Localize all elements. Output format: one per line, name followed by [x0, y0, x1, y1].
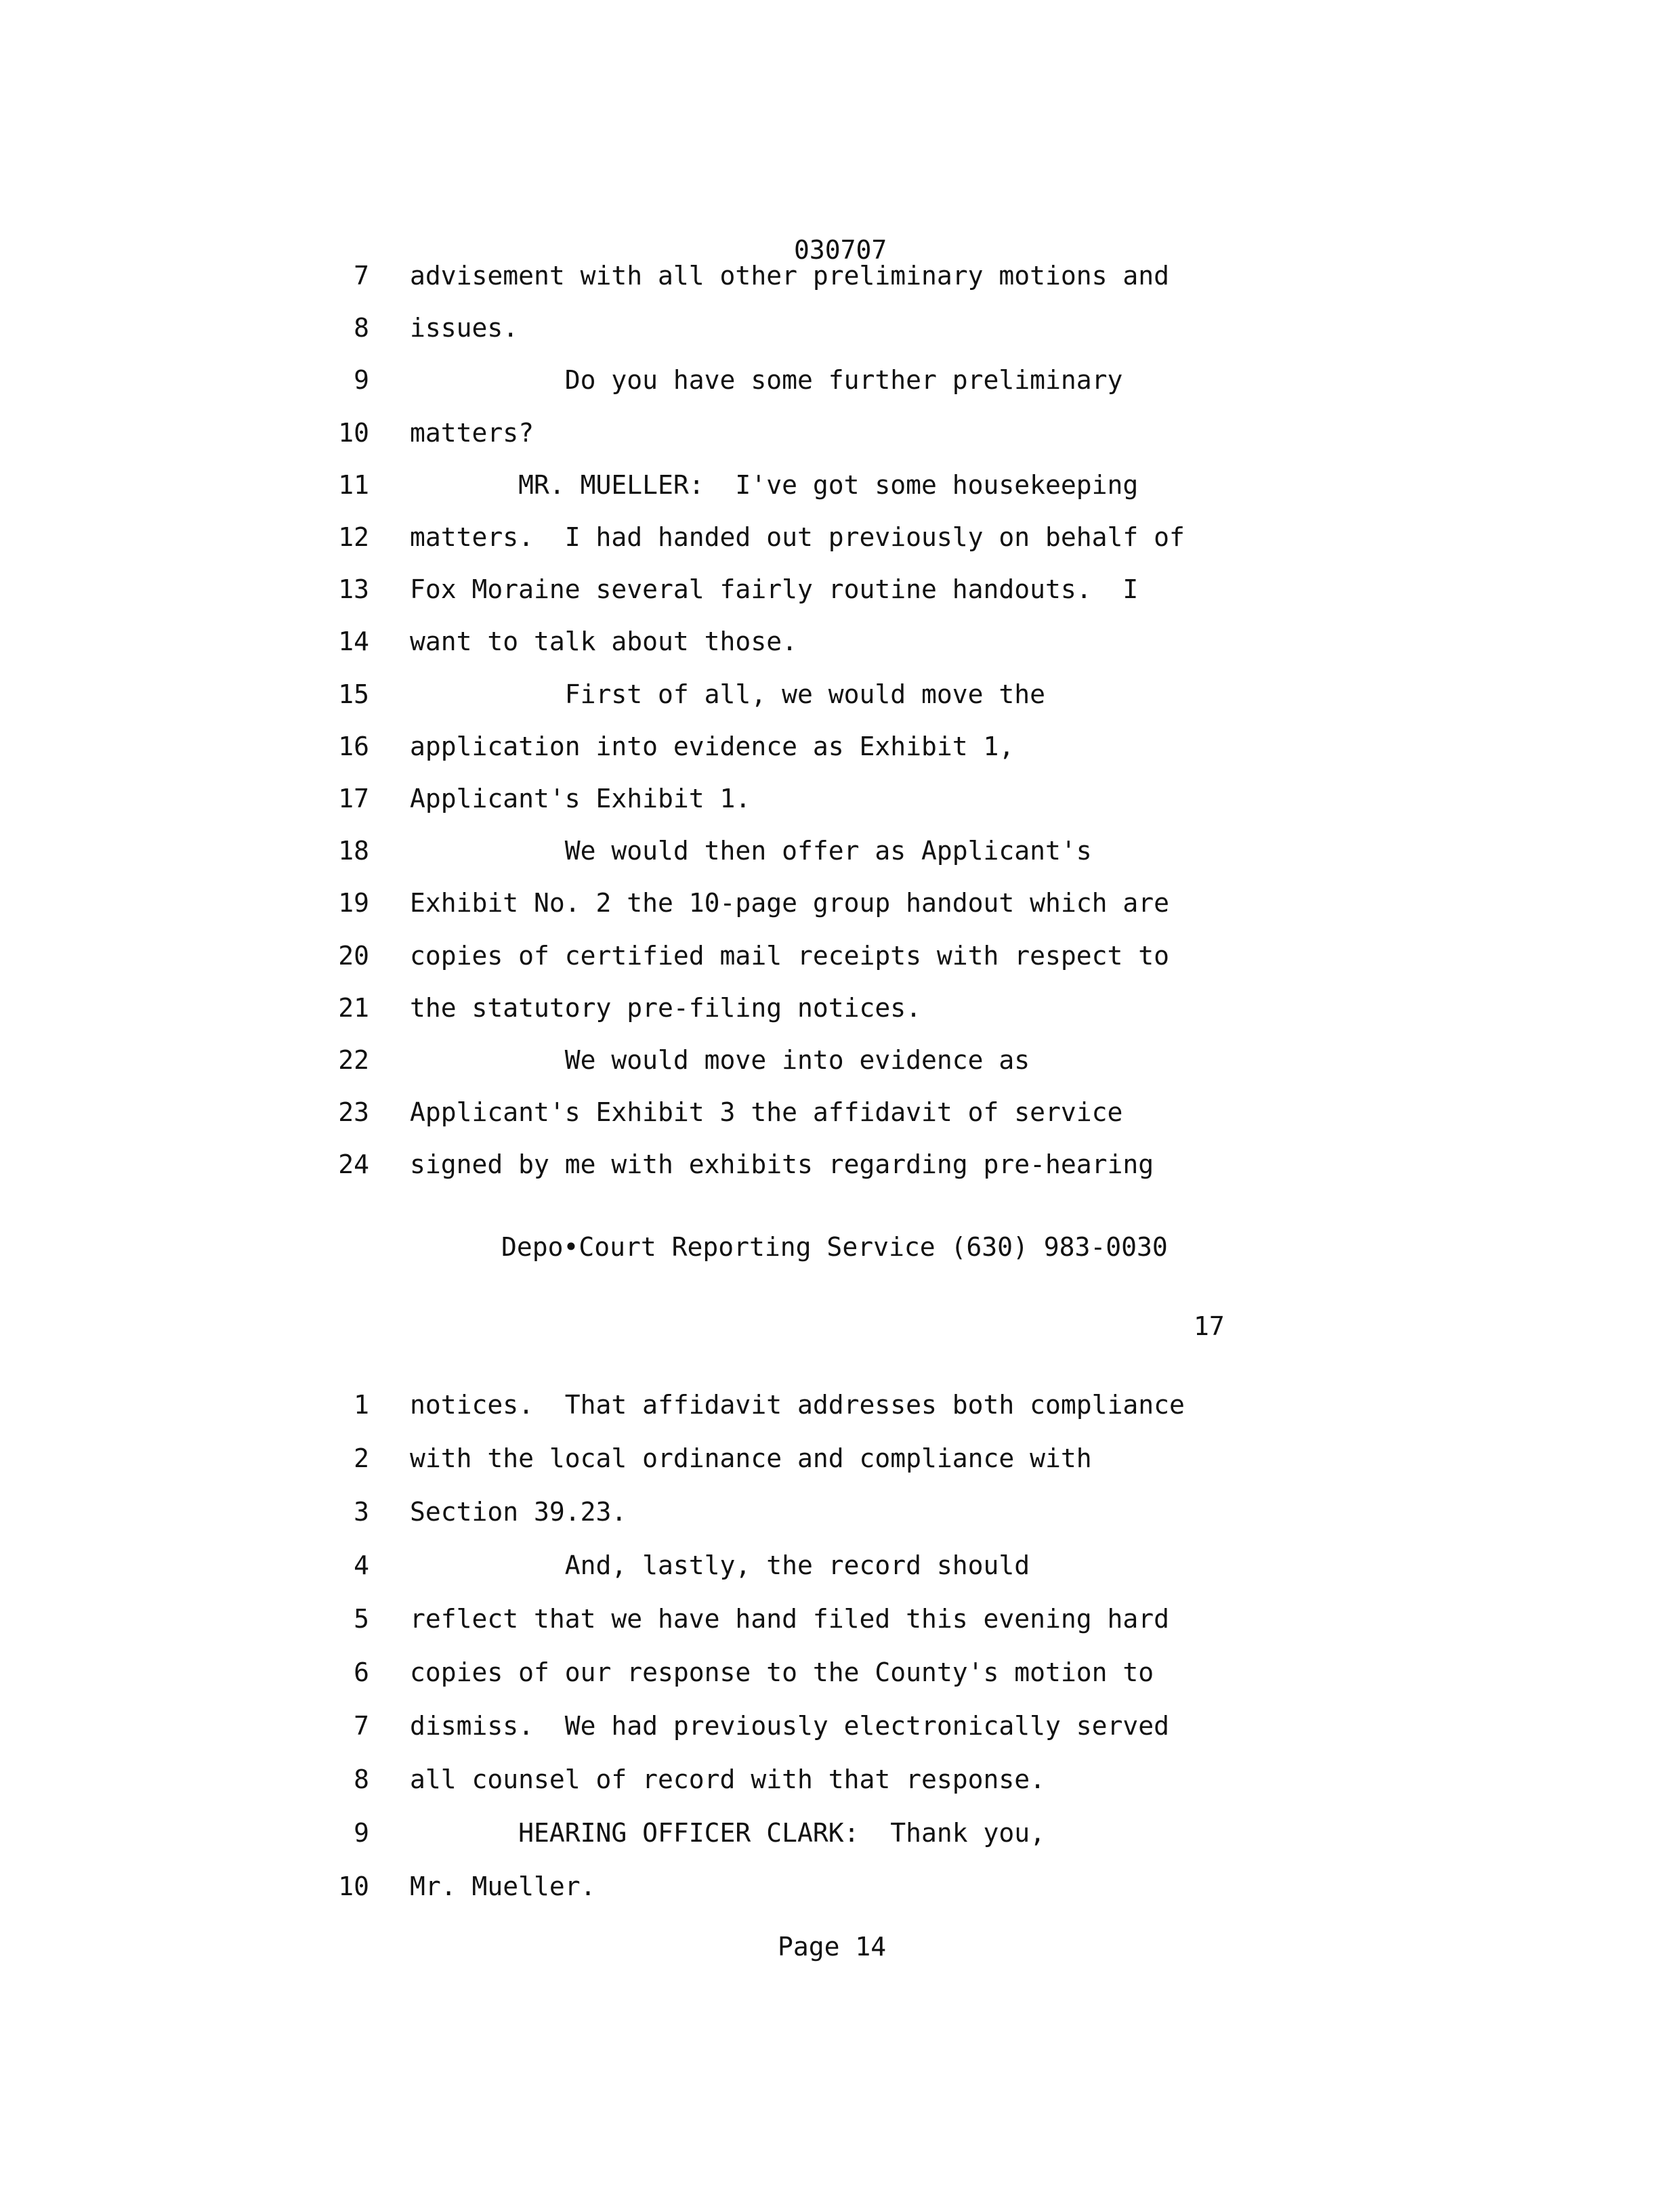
line-number: 14: [338, 627, 369, 657]
line-number: 8: [354, 313, 369, 343]
transcript-line: copies of our response to the County's motion to: [410, 1657, 1154, 1687]
transcript-line: reflect that we have hand filed this evening hard: [410, 1604, 1170, 1634]
line-number: 4: [354, 1550, 369, 1580]
transcript-line: signed by me with exhibits regarding pre-hearing: [410, 1149, 1154, 1180]
transcript-line: notices. That affidavit addresses both compliance: [410, 1390, 1185, 1420]
line-number: 17: [338, 784, 369, 813]
transcript-line: Section 39.23.: [410, 1497, 627, 1527]
line-number: 18: [338, 836, 369, 866]
transcript-line: copies of certified mail receipts with respect to: [410, 940, 1170, 971]
transcript-line: We would then offer as Applicant's: [410, 836, 1092, 866]
line-number: 2: [354, 1443, 369, 1473]
line-number: 3: [354, 1497, 369, 1527]
transcript-line: Applicant's Exhibit 3 the affidavit of service: [410, 1097, 1123, 1128]
line-number: 15: [338, 679, 369, 709]
transcript-line: dismiss. We had previously electronically served: [410, 1711, 1170, 1741]
transcript-line: First of all, we would move the: [410, 679, 1045, 709]
transcript-line: matters?: [410, 417, 534, 448]
transcript-line: Applicant's Exhibit 1.: [410, 784, 751, 813]
line-number: 7: [354, 261, 369, 291]
line-number: 13: [338, 574, 369, 605]
line-number: 9: [354, 1818, 369, 1848]
line-number: 22: [338, 1045, 369, 1075]
line-number: 19: [338, 888, 369, 918]
line-number: 1: [354, 1390, 369, 1420]
line-number: 8: [354, 1764, 369, 1794]
line-number: 11: [338, 469, 369, 500]
line-number: 10: [338, 1871, 369, 1901]
document-id: 030707: [794, 235, 887, 265]
page-label: Page 14: [778, 1932, 887, 1962]
line-number: 23: [338, 1097, 369, 1128]
transcript-line: Mr. Mueller.: [410, 1871, 596, 1901]
line-number: 5: [354, 1604, 369, 1634]
transcript-line: application into evidence as Exhibit 1,: [410, 731, 1015, 761]
line-number: 7: [354, 1711, 369, 1741]
line-number: 9: [354, 365, 369, 396]
transcript-line: Do you have some further preliminary: [410, 365, 1123, 396]
transcript-line: with the local ordinance and compliance with: [410, 1443, 1092, 1473]
transcript-line: We would move into evidence as: [410, 1045, 1030, 1075]
transcript-line: MR. MUELLER: I've got some housekeeping: [410, 469, 1139, 500]
transcript-line: matters. I had handed out previously on behalf of: [410, 522, 1185, 552]
transcript-line: advisement with all other preliminary motions and: [410, 261, 1170, 291]
line-number: 16: [338, 731, 369, 761]
transcript-line: Exhibit No. 2 the 10-page group handout which are: [410, 888, 1170, 918]
transcript-line: HEARING OFFICER CLARK: Thank you,: [410, 1818, 1045, 1848]
transcript-line: the statutory pre-filing notices.: [410, 992, 921, 1023]
line-number: 21: [338, 992, 369, 1023]
transcript-line: want to talk about those.: [410, 627, 797, 657]
line-number: 6: [354, 1657, 369, 1687]
transcript-line: Fox Moraine several fairly routine handouts. I: [410, 574, 1139, 605]
line-number: 12: [338, 522, 369, 552]
transcript-line: all counsel of record with that response.: [410, 1764, 1045, 1794]
transcript-line: And, lastly, the record should: [410, 1550, 1030, 1580]
transcript-line: issues.: [410, 313, 519, 343]
line-number: 20: [338, 940, 369, 971]
reporter-footer: Depo•Court Reporting Service (630) 983-0030: [501, 1232, 1168, 1262]
line-number: 10: [338, 417, 369, 448]
page-number: 17: [1194, 1311, 1225, 1341]
line-number: 24: [338, 1149, 369, 1180]
